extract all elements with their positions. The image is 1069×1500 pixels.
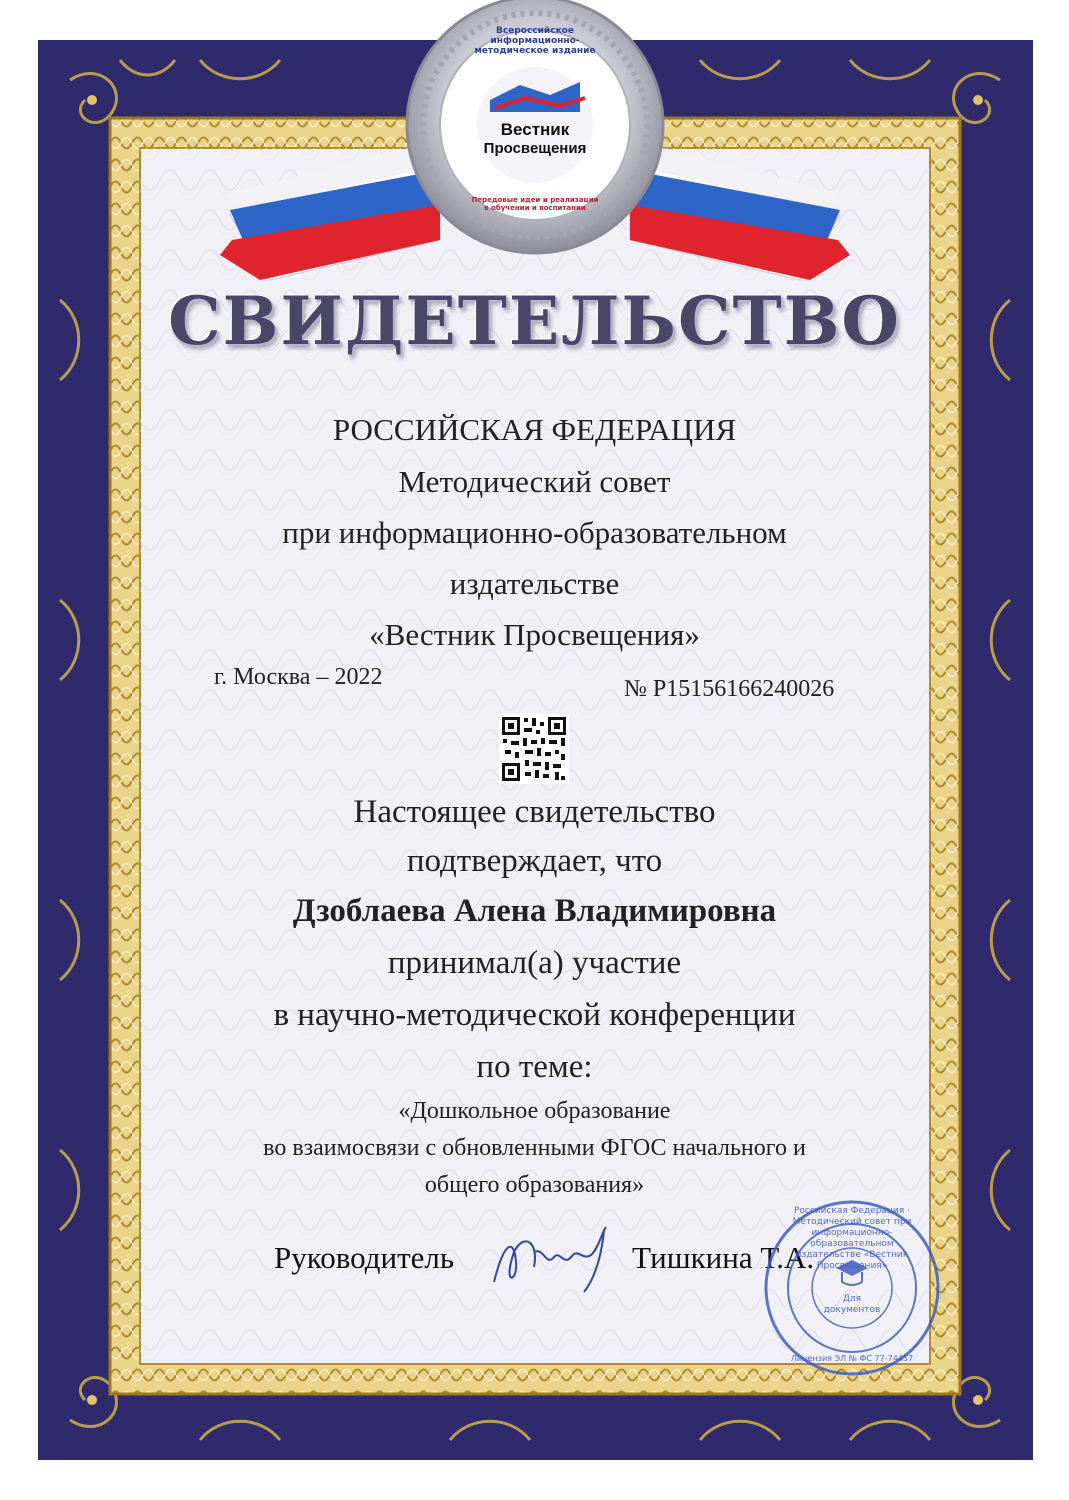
org-line-3: издательстве	[449, 566, 620, 601]
qr-code-icon	[499, 714, 569, 784]
org-line-1: Методический совет	[398, 464, 671, 499]
stamp-license: Лицензия ЭЛ № ФС 77-74457	[790, 1354, 914, 1363]
topic-line-2: во взаимосвязи с обновленными ФГОС начального и	[263, 1135, 806, 1161]
certificate-number: № P15156166240026	[624, 676, 835, 702]
emblem-ring-text: Всероссийское информационно-методическое издание	[474, 26, 596, 56]
body-line-5: по теме:	[476, 1049, 593, 1085]
org-line-2: при информационно-образовательном	[282, 515, 787, 550]
body-line-3: принимал(а) участие	[387, 945, 682, 981]
country-name: РОССИЙСКАЯ ФЕДЕРАЦИЯ	[332, 412, 737, 447]
signer-role: Руководитель	[274, 1240, 455, 1275]
stamp-center-line2: документов	[823, 1305, 881, 1315]
body-line-2: подтверждает, что	[406, 843, 663, 879]
recipient-name: Дзоблаева Алена Владимировна	[292, 893, 777, 929]
stamp-ring-text: Российская Федерация · Методический совет при информационно-образовательном издательстве «Вестник Просвещения»	[792, 1206, 912, 1271]
body-line-4: в научно-методической конференции	[273, 997, 796, 1033]
emblem-name-line2: Просвещения	[483, 140, 587, 157]
emblem-ring-subtext: Передовые идеи и реализации в обучении и воспитании	[471, 196, 599, 212]
topic-line-3: общего образования»	[424, 1172, 645, 1198]
stamp-center-line1: Для	[842, 1294, 862, 1304]
org-line-4: «Вестник Просвещения»	[369, 617, 700, 652]
signer-name: Тишкина Т.А.	[632, 1240, 815, 1275]
topic-line-1: «Дошкольное образование	[398, 1098, 671, 1124]
signature-icon	[484, 1222, 634, 1302]
certificate-title: СВИДЕТЕЛЬСТВО	[168, 282, 901, 360]
body-line-1: Настоящее свидетельство	[353, 794, 716, 830]
place-year: г. Москва – 2022	[214, 664, 383, 690]
emblem-name-line1: Вестник	[500, 120, 570, 139]
seal-icon	[762, 1198, 942, 1378]
